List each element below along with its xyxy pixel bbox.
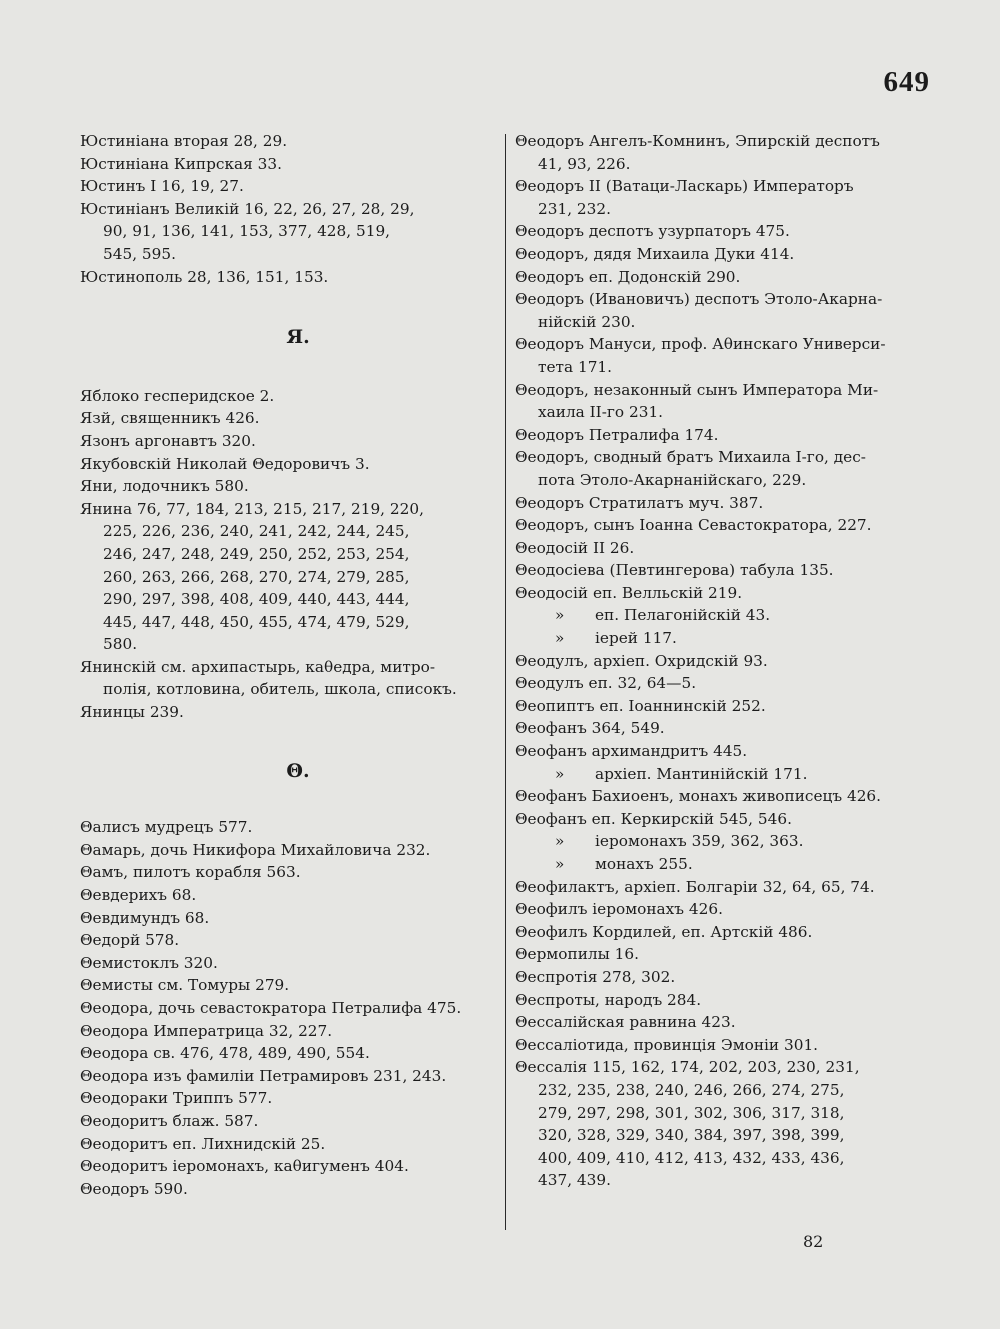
index-entry [80,974,498,997]
index-entry [515,695,935,718]
index-entry [80,153,498,176]
index-entry [515,582,935,605]
index-entry [80,1110,498,1133]
entry-line: Θеодосіева (Певтингерова) табула 135. [515,561,834,580]
section-heading-theta: Θ. [286,759,310,782]
index-entry [515,943,935,966]
left-column [80,130,498,1200]
index-entry [80,407,498,430]
entry-line: Θеодора, дочь севастократора Петралифа 475. [80,999,462,1017]
index-entry [80,1020,498,1043]
entry-line: Θеодора св. 476, 478, 489, 490, 554. [80,1044,370,1063]
entry-text: іеромонахъ 359, 362, 363. [595,832,804,851]
entry-line: Язй, священникъ 426. [80,409,260,428]
ditto-mark: » [555,764,565,783]
index-entry [515,898,935,921]
ditto-mark: » [555,832,565,851]
entry-line [515,830,935,853]
entry-line: Язонъ аргонавтъ 320. [80,431,256,450]
index-entry [515,1056,935,1192]
entry-line: 279, 297, 298, 301, 302, 306, 317, 318, [538,1103,845,1122]
entry-line: Θеодулъ еп. 32, 64—5. [515,674,697,693]
entry-line: Янина 76, 77, 184, 213, 215, 217, 219, 220, [80,499,424,518]
entry-line: Θевдерихъ 68. [80,886,197,905]
entries-theta-continued [515,130,935,1192]
entry-line: Янинцы 239. [80,703,184,722]
entry-line: Юстинополь 28, 136, 151, 153. [80,267,329,286]
entry-line: Θеодоритъ іеромонахъ, каθигуменъ 404. [80,1157,409,1176]
index-entry [515,740,935,763]
entry-line: 545, 595. [103,244,176,263]
entry-line: Θеодоръ еп. Додонскій 290. [515,267,741,286]
entry-line: Θеодоръ, незаконный сынъ Императора Ми- [515,380,879,399]
entry-line: Θеодоръ Мануси, проф. Аθинскаго Универси- [515,335,886,354]
index-entry [80,656,498,701]
index-entry [80,1087,498,1110]
entries-yu [80,130,498,288]
entry-line: 320, 328, 329, 340, 384, 397, 398, 399, [538,1126,845,1145]
index-entry [80,1042,498,1065]
index-entry [515,808,935,831]
index-entry [515,672,935,695]
entry-line: Юстиніанъ Великій 16, 22, 26, 27, 28, 29, [80,199,415,218]
index-entry [80,884,498,907]
index-entry [515,921,935,944]
entry-line: Янинскій см. архипастырь, каθедра, митро- [80,657,436,676]
index-entry [80,701,498,724]
entry-line: Θеодоръ II (Ватаци-Ласкарь) Императоръ [515,177,854,196]
index-entry [80,130,498,153]
entry-text: еп. Пелагонійскій 43. [595,606,771,625]
entry-line: Юстинъ I 16, 19, 27. [80,177,244,196]
entry-line: Θеофанъ Бахиоенъ, монахъ живописецъ 426. [515,787,882,806]
index-entry [80,839,498,862]
entry-line: 437, 439. [538,1171,611,1190]
entry-line: Θеодосій II 26. [515,538,635,557]
index-entry [80,1178,498,1201]
entry-line: 246, 247, 248, 249, 250, 252, 253, 254, [103,544,410,563]
entry-line: Θевдимундъ 68. [80,908,210,927]
entry-line: Θеофилактъ, архіеп. Болгаріи 32, 64, 65, 74. [515,877,875,896]
entry-line: Θеофанъ архимандритъ 445. [515,742,748,761]
index-entry [515,1034,935,1057]
index-entry [515,604,935,627]
entry-line: Θамарь, дочь Никифора Михайловича 232. [80,840,431,859]
index-entry [80,997,498,1020]
index-entry [80,861,498,884]
entry-line: Θеодоритъ блаж. 587. [80,1111,259,1130]
entry-line: Θеодора изъ фамиліи Петрамировъ 231, 243. [80,1066,447,1085]
entry-line: 90, 91, 136, 141, 153, 377, 428, 519, [103,222,391,241]
entry-line: Юстиніана вторая 28, 29. [80,132,288,150]
index-entry [80,952,498,975]
entry-line: Θеодоръ Петралифа 174. [515,425,719,444]
entry-line: Θеодоръ, сводный братъ Михаила I-го, дес- [515,448,866,467]
entry-line: Θалисъ мудрецъ 577. [80,818,253,837]
entry-line: 400, 409, 410, 412, 413, 432, 433, 436, [538,1148,845,1167]
entry-line: 231, 232. [538,199,611,218]
entry-line: 41, 93, 226. [538,154,631,173]
entry-line: нійскій 230. [538,312,636,331]
entry-line: Θеодоръ (Ивановичъ) деспотъ Этоло-Акарна- [515,290,883,309]
index-entry [515,559,935,582]
index-entry [515,266,935,289]
entry-text: монахъ 255. [595,855,693,873]
entry-line [515,604,935,627]
index-entry [515,424,935,447]
index-entry [515,514,935,537]
signature-mark: 82 [803,1232,824,1251]
entry-line: Θессалійская равнина 423. [515,1013,736,1032]
entry-line: Яни, лодочникъ 580. [80,477,249,496]
ditto-mark: » [555,606,565,625]
entry-line: Θеофанъ 364, 549. [515,719,665,738]
index-entry [515,1011,935,1034]
entry-line: Юстиніана Кипрская 33. [80,154,282,173]
right-column [515,130,935,1192]
entry-line: Θессалія 115, 162, 174, 202, 203, 230, 231, [515,1058,860,1077]
entry-line: 225, 226, 236, 240, 241, 242, 244, 245, [103,522,410,541]
index-entry [515,537,935,560]
entry-line [515,763,935,786]
entry-line: Θемистоклъ 320. [80,953,218,972]
column-divider [505,134,506,1230]
entry-line: 232, 235, 238, 240, 246, 266, 274, 275, [538,1080,845,1099]
index-entry [515,876,935,899]
entry-line: полія, котловина, обитель, школа, списокъ. [103,680,457,699]
entries-theta [80,816,498,1200]
entry-line: Θеспроты, народъ 284. [515,990,702,1009]
entry-line: Θеодоръ Стратилатъ муч. 387. [515,493,764,512]
entry-line: Θеодоръ 590. [80,1179,188,1198]
entry-line: Θеодоръ Ангелъ-Комнинъ, Эпирскій деспотъ [515,132,880,150]
index-entry [515,175,935,220]
index-entry [515,763,935,786]
index-entry [80,175,498,198]
ditto-mark: » [555,629,565,648]
index-entry [80,907,498,930]
entry-line: тета 171. [538,357,613,376]
section-heading-ya: Я. [286,326,310,349]
entry-line: Θеофилъ іеромонахъ 426. [515,900,723,919]
index-entry [80,453,498,476]
entry-line: Θеодора Императрица 32, 227. [80,1021,333,1040]
entry-line: Θеодоръ деспотъ узурпаторъ 475. [515,222,790,241]
entry-line [515,853,935,876]
index-entry [515,243,935,266]
entry-line: Θеопиптъ еп. Іоаннинскій 252. [515,696,766,715]
index-entry [515,288,935,333]
index-entry [80,816,498,839]
entry-line: Θеофилъ Кордилей, еп. Артскій 486. [515,922,813,941]
entry-line: Θеофанъ еп. Керкирскій 545, 546. [515,809,792,828]
index-entry [515,379,935,424]
index-entry [80,430,498,453]
entry-line [515,627,935,650]
index-entry [515,333,935,378]
index-entry [515,830,935,853]
index-entry [515,627,935,650]
entry-line: Θеспротія 278, 302. [515,967,676,986]
index-entry [80,1155,498,1178]
entry-line: Θеодоръ, сынъ Іоанна Севастократора, 227. [515,516,872,535]
entry-line: Θедорй 578. [80,931,180,950]
index-entry [515,492,935,515]
index-entry [80,385,498,408]
page-number: 649 [883,66,930,98]
entry-line: Θермопилы 16. [515,945,639,964]
entry-line: Θеодулъ, архіеп. Охридскій 93. [515,651,768,670]
index-entry [515,650,935,673]
ditto-mark: » [555,855,565,873]
entry-line: Θамъ, пилотъ корабля 563. [80,863,301,882]
index-entry [80,498,498,656]
index-entry [515,785,935,808]
entry-line: 580. [103,635,138,654]
index-entry [80,198,498,266]
entry-line: 445, 447, 448, 450, 455, 474, 479, 529, [103,612,410,631]
entry-text: архіеп. Мантинійскій 171. [595,764,808,783]
index-entry [80,929,498,952]
index-entry [80,1133,498,1156]
index-entry [515,853,935,876]
entry-line: 290, 297, 398, 408, 409, 440, 443, 444, [103,590,410,609]
entry-line: 260, 263, 266, 268, 270, 274, 279, 285, [103,567,410,586]
entry-line: Θеодораки Триппъ 577. [80,1089,273,1108]
entry-line: Θессаліотида, провинція Эмоніи 301. [515,1035,819,1054]
entry-line: пота Этоло-Акарнанійскаго, 229. [538,470,807,489]
index-entry [515,717,935,740]
entry-line: Якубовскій Николай Θедоровичъ 3. [80,454,370,473]
entry-line: хаила II-го 231. [538,403,664,422]
entry-line: Θемисты см. Томуры 279. [80,976,290,995]
entry-line: Θеодоръ, дядя Михаила Дуки 414. [515,244,795,263]
entry-text: іерей 117. [595,629,677,648]
index-entry [80,1065,498,1088]
index-entry [80,266,498,289]
index-entry [515,966,935,989]
index-entry [515,130,935,175]
index-entry [515,989,935,1012]
index-entry [515,446,935,491]
entry-line: Яблоко гесперидское 2. [80,386,275,405]
entry-line: Θеодоритъ еп. Лихнидскій 25. [80,1134,326,1153]
entry-line: Θеодосій еп. Велльскій 219. [515,583,743,602]
entries-ya [80,385,498,724]
index-entry [515,220,935,243]
index-entry [80,475,498,498]
